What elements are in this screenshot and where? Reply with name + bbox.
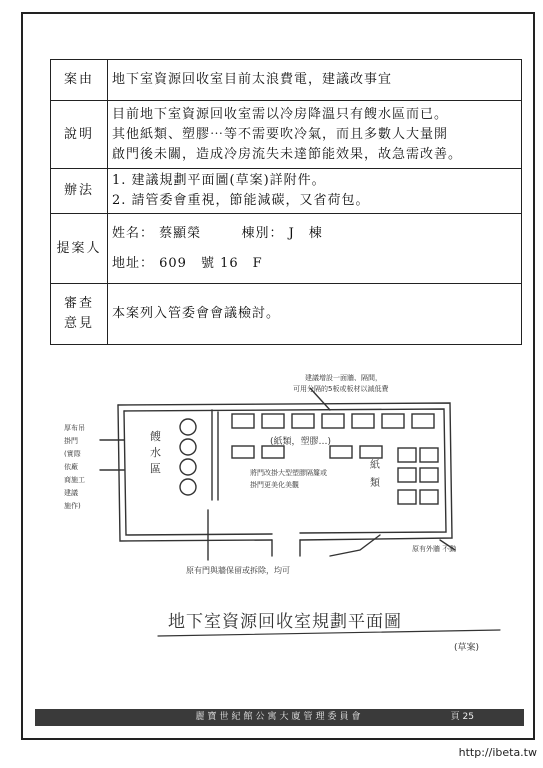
bin-circle [180,419,196,435]
kitchen-area-label [150,429,165,475]
explanation-line: 目前地下室資源回收室需以冷房降溫只有餿水區而已。 [112,106,449,122]
explanation-line: 其他紙類、塑膠⋯等不需要吹冷氣，而且多數人大量開 [112,126,449,142]
top-note [293,373,389,393]
inner-label: (紙類，塑膠…) [270,437,332,447]
outer-wall [118,405,272,541]
name-label: 姓名： [112,225,155,241]
storage-box [360,446,382,458]
leader-line [330,535,380,556]
door-opening [272,540,300,556]
storage-box [420,448,438,462]
paper-area-label [370,458,383,489]
review-label-line: 意見 [63,316,94,331]
storage-box [330,446,352,458]
storage-box [292,414,314,428]
storage-box [398,468,416,482]
storage-box [398,490,416,504]
storage-box [232,446,254,458]
paper-area-char: 類 [370,478,380,489]
bin-circle [180,439,196,455]
proposer-address: 609 號 16 F [159,255,263,271]
storage-box [262,446,284,458]
review-label-line: 審查 [63,296,94,311]
bin-circle [180,459,196,475]
storage-box [352,414,374,428]
middle-note [250,468,329,489]
building-label: 棟別： [241,225,284,241]
left-note-line: 建議 [64,489,78,497]
storage-box [232,414,254,428]
middle-note-line: 掛門更美化美觀 [250,481,299,489]
page-number: 頁 25 [450,712,474,722]
case-value: 地下室資源回收室目前太浪費電，建議改事宜 [108,60,522,101]
method-line: 1. 建議規劃平面圖(草案)詳附件。 [112,173,326,188]
storage-box [382,414,404,428]
right-note: 原有外牆 不動 [412,545,457,553]
left-note-line: 依廠 [64,463,78,471]
explanation-line: 啟門後未關，造成冷房流失未達節能效果，故急需改善。 [112,146,463,162]
bin-circle [180,479,196,495]
case-label: 案由 [51,60,108,101]
storage-box [322,414,344,428]
left-note-line: 掛門 [64,437,78,445]
review-value: 本案列入管委會會議檢討。 [108,284,522,345]
partition-wall [212,410,218,500]
left-note-line: (實際 [64,450,81,458]
top-note-line: 可用分隔的5板或板材以減低費 [293,385,389,393]
method-label: 辦法 [51,169,108,214]
middle-note-line: 將門改掛大型塑膠隔簾或 [250,469,327,477]
footer-org: 麗寶世紀館公寓大廈管理委員會 [195,712,364,722]
storage-box [412,414,434,428]
sketch-title: 地下室資源回收室規劃平面圖 [168,612,402,632]
storage-box [420,468,438,482]
sketch-subtitle: (草案) [454,643,480,653]
proposer-label: 提案人 [51,214,108,284]
method-line: 2. 請管委會重視，節能減碳，又省荷包。 [112,193,370,208]
paper-area-char: 紙 [370,460,380,471]
footer-bar [35,709,524,726]
kitchen-area-char: 區 [150,462,161,475]
left-note-line: 厚布吊 [64,424,85,432]
leader-line [100,440,124,470]
watermark-url: http://ibeta.tw [458,746,537,759]
left-note [64,423,87,510]
storage-box [398,448,416,462]
proposer-name: 蔡顯榮 [159,225,202,241]
left-note-line: 施作) [64,502,81,510]
kitchen-area-char: 水 [150,446,161,459]
proposer-building: J 棟 [288,225,323,241]
bottom-note: 原有門與牆保留或拆除，均可 [186,566,290,575]
kitchen-area-char: 餿 [150,430,161,443]
storage-box [262,414,284,428]
address-label: 地址： [112,255,155,271]
explanation-label: 說明 [51,101,108,169]
top-note-line: 建議增設一面牆、隔間， [305,374,382,382]
storage-box [420,490,438,504]
left-note-line: 商施工 [64,476,85,484]
